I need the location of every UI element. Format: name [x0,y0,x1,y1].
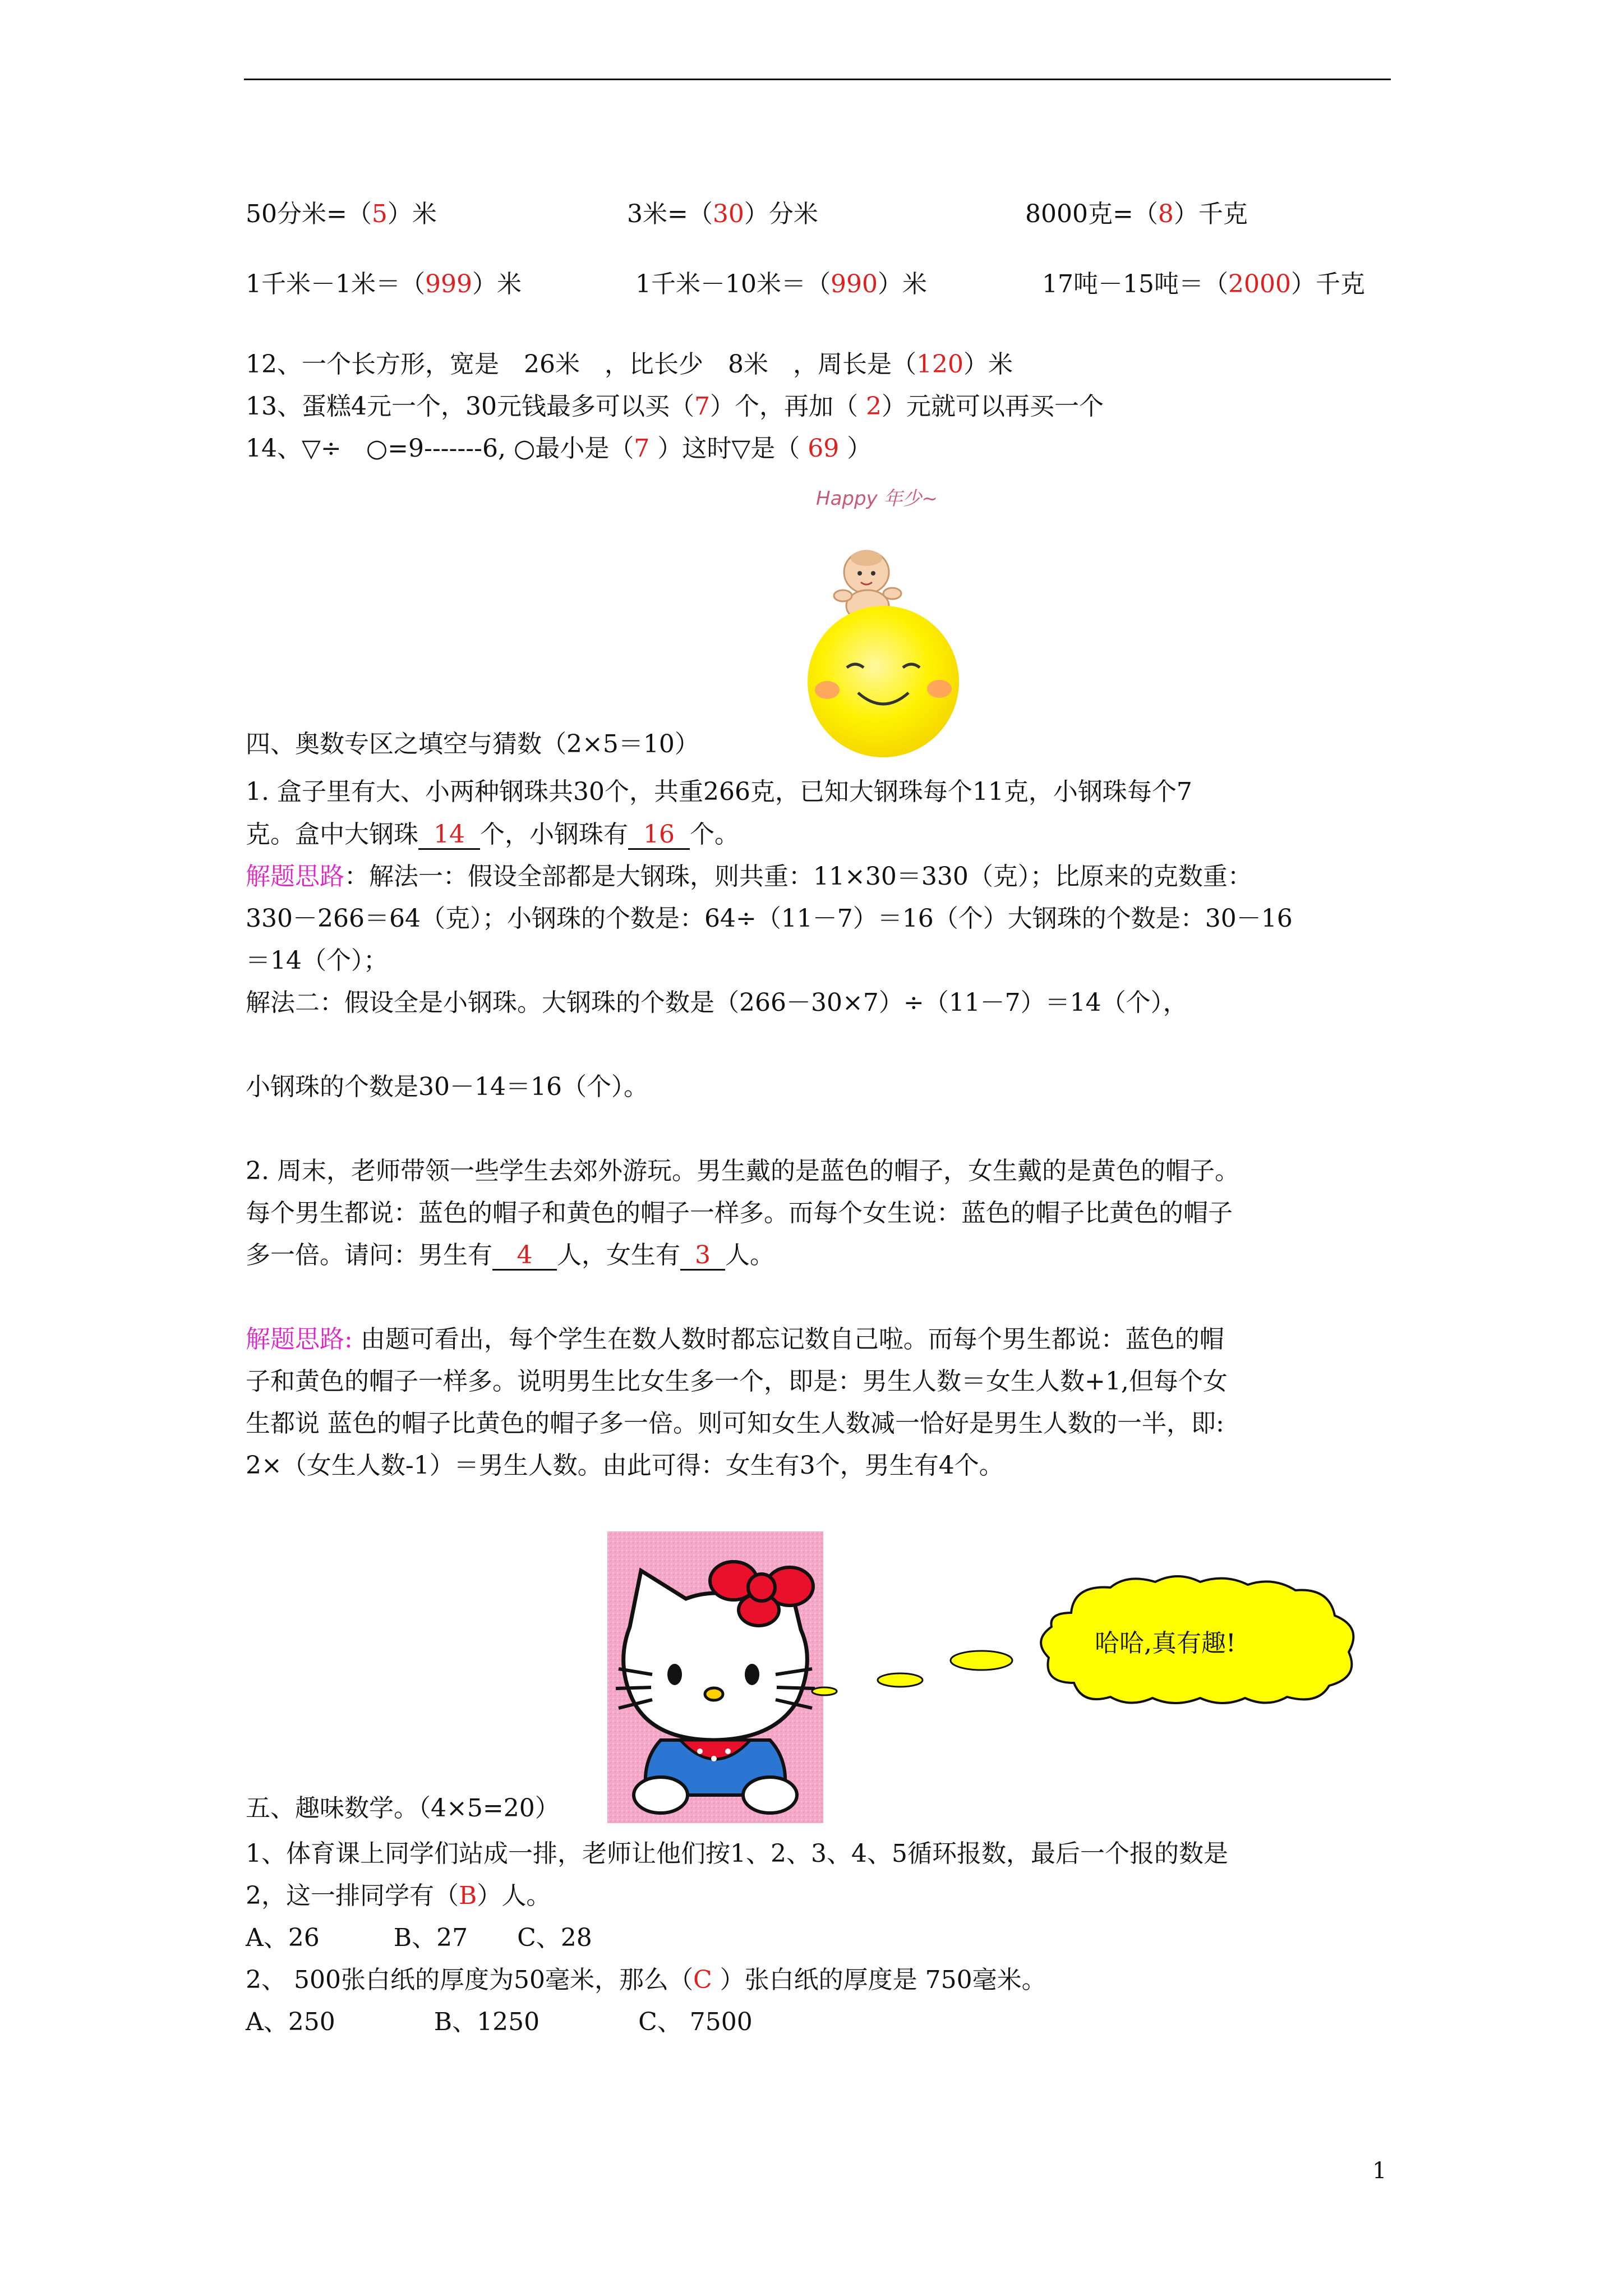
conversion-2: 3米=（30）分米 [627,200,818,228]
solution-1-line-1: 解题思路：解法一：假设全部都是大钢珠，则共重：11×30＝330（克）；比原来的克数重： [246,862,1252,891]
picture-caption: Happy 年少~ [816,487,938,510]
problem-1-line-1: 1. 盒子里有大、小两种钢珠共30个，共重266克，已知大钢珠每个11克，小钢珠每个7 [246,777,1192,806]
problem-2-line-3: 多一倍。请问：男生有 4 人，女生有 3 人。 [246,1241,774,1269]
question-12: 12、一个长方形，宽是 26米 ，比长少 8米 ，周长是（120）米 [246,350,1013,379]
thought-dots [808,1616,1043,1705]
question-5-1-line-2: 2，这一排同学有（B）人。 [246,1881,551,1910]
sun-baby-picture [782,466,984,757]
conversion-4: 1千米－1米＝（999）米 [246,270,522,298]
question-14: 14、▽÷ ○=9-------6, ○最小是（7 ）这时▽是（ 69 ） [246,434,872,463]
solution-2-line-4: 2×（女生人数-1）＝男生人数。由此可得：女生有3个，男生有4个。 [246,1451,1004,1480]
solution-1-line-5: 小钢珠的个数是30－14＝16（个）。 [246,1073,648,1101]
page-number: 1 [1372,2158,1387,2184]
conversion-1: 50分米=（5）米 [246,200,437,228]
kitty-picture [607,1531,823,1823]
question-5-1-options: A、26 B、27 C、28 [246,1924,592,1952]
bubble-text: 哈哈,真有趣! [1095,1629,1236,1658]
section-5-title: 五、趣味数学。（4×5=20） [246,1794,560,1823]
problem-1-line-2: 克。盒中大钢珠 14 个，小钢珠有 16 个。 [246,820,739,849]
solution-2-line-2: 子和黄色的帽子一样多。说明男生比女生多一个，即是：男生人数＝女生人数+1,但每个女 [246,1367,1228,1396]
question-5-1-line-1: 1、体育课上同学们站成一排，老师让他们按1、2、3、4、5循环报数，最后一个报的数是 [246,1839,1228,1868]
solution-1-line-3: ＝14（个）； [246,946,388,975]
problem-2-line-2: 每个男生都说：蓝色的帽子和黄色的帽子一样多。而每个女生说：蓝色的帽子比黄色的帽子 [246,1199,1233,1227]
question-5-2-options: A、250 B、1250 C、 7500 [246,2008,753,2036]
problem-2-line-1: 2. 周末，老师带领一些学生去郊外游玩。男生戴的是蓝色的帽子，女生戴的是黄色的帽子。 [246,1157,1239,1185]
solution-2-line-1: 解题思路: 由题可看出，每个学生在数人数时都忘记数自己啦。而每个男生都说：蓝色的帽 [246,1325,1224,1354]
conversion-5: 1千米－10米＝（990）米 [635,270,927,298]
solution-2-line-3: 生都说 蓝色的帽子比黄色的帽子多一倍。则可知女生人数减一恰好是男生人数的一半，即: [246,1409,1224,1438]
question-5-2: 2、 500张白纸的厚度为50毫米，那么（C ）张白纸的厚度是 750毫米。 [246,1966,1046,1994]
conversion-3: 8000克=（8）千克 [1025,200,1248,228]
question-13: 13、蛋糕4元一个，30元钱最多可以买（7）个，再加（ 2）元就可以再买一个 [246,392,1104,421]
conversion-6: 17吨－15吨＝（2000）千克 [1042,270,1365,298]
solution-1-line-2: 330－266＝64（克）；小钢珠的个数是：64÷（11－7）＝16（个）大钢珠的个数是：30－16 [246,904,1293,933]
kitty-nose [705,1688,723,1700]
top-rule [244,79,1391,80]
section-4-title: 四、奥数专区之填空与猜数（2×5＝10） [246,730,699,758]
solution-1-line-4: 解法二：假设全是小钢珠。大钢珠的个数是（266－30×7）÷（11－7）＝14（个）， [246,988,1188,1017]
